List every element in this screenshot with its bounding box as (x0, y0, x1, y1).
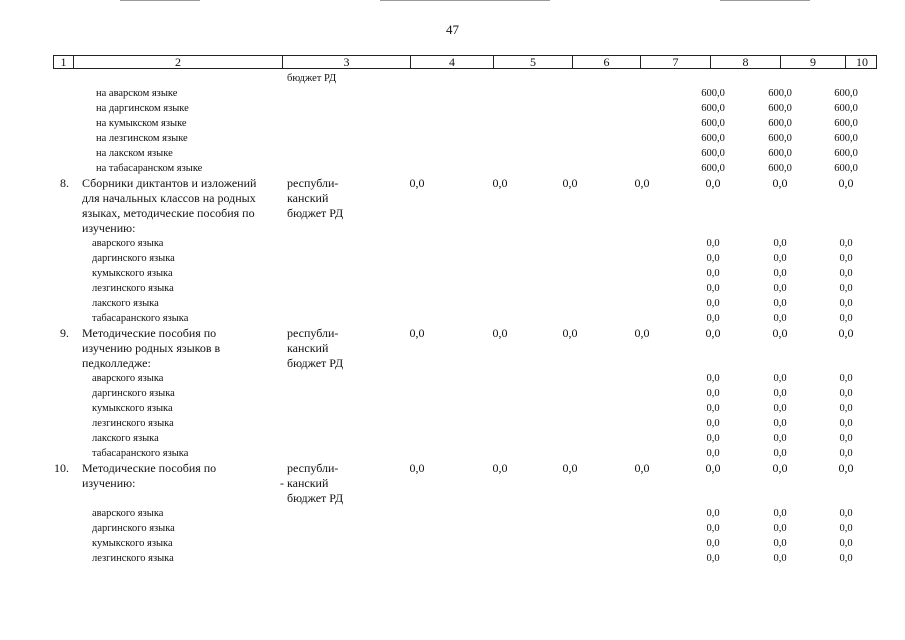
column-header-7: 7 (640, 56, 710, 68)
cell-col10: 0,0 (839, 523, 853, 534)
cell-col4: 0,0 (409, 326, 425, 340)
cell-col8: 0,0 (706, 448, 720, 459)
table-row (0, 357, 905, 372)
row-name: Сборники диктантов и изложений (82, 176, 257, 190)
cell-col10: 0,0 (839, 238, 853, 249)
cell-col8: 0,0 (705, 326, 721, 340)
cell-col5: 0,0 (492, 326, 508, 340)
row-name: для начальных классов на родных (82, 191, 256, 205)
page-number: 47 (446, 22, 459, 37)
row-name: даргинского языка (92, 523, 175, 534)
cell-col9: 0,0 (773, 508, 787, 519)
cell-col10: 0,0 (839, 253, 853, 264)
cell-col8: 0,0 (706, 283, 720, 294)
cell-col8: 600,0 (701, 118, 725, 129)
row-name: Методические пособия по (82, 326, 217, 340)
cell-col9: 0,0 (773, 268, 787, 279)
table-row (0, 177, 905, 192)
table-row (0, 492, 905, 507)
cell-col8: 600,0 (701, 163, 725, 174)
cell-col8: 0,0 (705, 461, 721, 475)
row-source: бюджет РД (287, 206, 344, 220)
cell-col9: 0,0 (772, 461, 788, 475)
row-name: даргинского языка (92, 253, 175, 264)
row-name: аварского языка (92, 238, 164, 249)
top-edge-line-left (120, 0, 200, 1)
row-source: бюджет РД (287, 491, 344, 505)
table-row (0, 432, 905, 447)
table-row (0, 282, 905, 297)
cell-col4: 0,0 (409, 176, 425, 190)
row-name: на кумыкском языке (96, 118, 187, 129)
cell-col9: 0,0 (773, 388, 787, 399)
cell-col10: 0,0 (838, 461, 854, 475)
row-name: табасаранского языка (92, 448, 189, 459)
cell-col10: 0,0 (839, 418, 853, 429)
cell-col6: 0,0 (562, 176, 578, 190)
cell-col9: 0,0 (773, 373, 787, 384)
column-header-row (53, 55, 877, 69)
table-row (0, 342, 905, 357)
cell-col8: 0,0 (706, 253, 720, 264)
row-name: табасаранского языка (92, 313, 189, 324)
top-edge-line-right (720, 0, 810, 1)
table-row (0, 102, 905, 117)
table-row (0, 222, 905, 237)
column-header-5: 5 (493, 56, 572, 68)
cell-col10: 600,0 (834, 163, 858, 174)
table-row (0, 312, 905, 327)
row-name: кумыкского языка (92, 403, 173, 414)
cell-col9: 0,0 (773, 283, 787, 294)
cell-col9: 0,0 (773, 298, 787, 309)
cell-col9: 600,0 (768, 88, 792, 99)
cell-col10: 0,0 (838, 176, 854, 190)
cell-col10: 0,0 (838, 326, 854, 340)
cell-col10: 600,0 (834, 148, 858, 159)
row-source: бюджет РД (287, 356, 344, 370)
row-name: на даргинском языке (96, 103, 189, 114)
cell-col8: 0,0 (706, 298, 720, 309)
table-row (0, 387, 905, 402)
table-row (0, 477, 905, 492)
table-row (0, 207, 905, 222)
row-name: на аварском языке (96, 88, 178, 99)
cell-col9: 600,0 (768, 163, 792, 174)
cell-col8: 600,0 (701, 148, 725, 159)
table-row (0, 552, 905, 567)
row-name: педколледже: (82, 356, 151, 370)
cell-col8: 600,0 (701, 103, 725, 114)
table-row (0, 297, 905, 312)
cell-col10: 600,0 (834, 133, 858, 144)
cell-col6: 0,0 (562, 326, 578, 340)
table-row (0, 162, 905, 177)
cell-col10: 0,0 (839, 388, 853, 399)
cell-col10: 600,0 (834, 88, 858, 99)
cell-col7: 0,0 (634, 326, 650, 340)
cell-col10: 0,0 (839, 448, 853, 459)
cell-col9: 0,0 (773, 538, 787, 549)
table-row (0, 252, 905, 267)
row-name: изучению: (82, 221, 136, 235)
cell-col8: 0,0 (706, 313, 720, 324)
row-name: лакского языка (92, 433, 159, 444)
cell-col7: 0,0 (634, 461, 650, 475)
cell-col8: 0,0 (706, 388, 720, 399)
cell-col10: 0,0 (839, 403, 853, 414)
cell-col10: 0,0 (839, 283, 853, 294)
cell-col8: 600,0 (701, 133, 725, 144)
top-edge-line-center (380, 0, 550, 1)
cell-col9: 0,0 (773, 313, 787, 324)
cell-col10: 0,0 (839, 268, 853, 279)
cell-col8: 0,0 (706, 538, 720, 549)
cell-col8: 0,0 (706, 403, 720, 414)
cell-col9: 600,0 (768, 133, 792, 144)
cell-col8: 0,0 (705, 176, 721, 190)
cell-col8: 0,0 (706, 238, 720, 249)
column-header-3: 3 (282, 56, 410, 68)
table-row (0, 372, 905, 387)
table-row (0, 267, 905, 282)
row-name: лезгинского языка (92, 418, 174, 429)
row-number: 9. (60, 326, 69, 340)
row-source: канский (287, 191, 329, 205)
table-row (0, 117, 905, 132)
table-row (0, 417, 905, 432)
table-row (0, 72, 905, 87)
row-source: бюджет РД (287, 73, 337, 84)
table-row (0, 327, 905, 342)
table-row (0, 237, 905, 252)
row-name: лезгинского языка (92, 283, 174, 294)
table-row (0, 522, 905, 537)
cell-col10: 0,0 (839, 433, 853, 444)
cell-col10: 0,0 (839, 508, 853, 519)
cell-col9: 0,0 (772, 326, 788, 340)
row-name: на лакском языке (96, 148, 173, 159)
cell-col8: 0,0 (706, 508, 720, 519)
cell-col9: 0,0 (773, 418, 787, 429)
cell-col6: 0,0 (562, 461, 578, 475)
row-source: республи- (287, 326, 339, 340)
row-name: языках, методические пособия по (82, 206, 255, 220)
row-source: - канский (280, 476, 329, 490)
cell-col10: 0,0 (839, 538, 853, 549)
row-name: аварского языка (92, 373, 164, 384)
column-header-2: 2 (73, 56, 282, 68)
row-number: 8. (60, 176, 69, 190)
row-name: кумыкского языка (92, 268, 173, 279)
cell-col10: 0,0 (839, 298, 853, 309)
cell-col8: 600,0 (701, 88, 725, 99)
row-source: республи- (287, 461, 339, 475)
cell-col9: 0,0 (773, 523, 787, 534)
row-name: лакского языка (92, 298, 159, 309)
cell-col5: 0,0 (492, 461, 508, 475)
cell-col9: 600,0 (768, 148, 792, 159)
cell-col10: 0,0 (839, 313, 853, 324)
column-header-6: 6 (572, 56, 640, 68)
cell-col9: 0,0 (773, 448, 787, 459)
cell-col9: 0,0 (773, 253, 787, 264)
row-name: аварского языка (92, 508, 164, 519)
column-header-4: 4 (410, 56, 493, 68)
column-header-10: 10 (845, 56, 878, 68)
row-name: даргинского языка (92, 388, 175, 399)
column-header-1: 1 (60, 55, 67, 69)
row-name: на табасаранском языке (96, 163, 203, 174)
cell-col9: 0,0 (773, 433, 787, 444)
cell-col8: 0,0 (706, 418, 720, 429)
row-name: изучению родных языков в (82, 341, 221, 355)
cell-col10: 600,0 (834, 103, 858, 114)
table-row (0, 147, 905, 162)
cell-col9: 0,0 (772, 176, 788, 190)
cell-col8: 0,0 (706, 523, 720, 534)
row-name: кумыкского языка (92, 538, 173, 549)
cell-col10: 600,0 (834, 118, 858, 129)
row-name: на лезгинском языке (96, 133, 188, 144)
table-row (0, 402, 905, 417)
row-number: 10. (54, 461, 69, 475)
cell-col9: 600,0 (768, 103, 792, 114)
row-source: республи- (287, 176, 339, 190)
cell-col4: 0,0 (409, 461, 425, 475)
cell-col9: 0,0 (773, 403, 787, 414)
table-row (0, 507, 905, 522)
table-row (0, 447, 905, 462)
table-row (0, 537, 905, 552)
cell-col8: 0,0 (706, 553, 720, 564)
column-header-9: 9 (780, 56, 845, 68)
table-row (0, 192, 905, 207)
cell-col9: 600,0 (768, 118, 792, 129)
cell-col10: 0,0 (839, 373, 853, 384)
cell-col8: 0,0 (706, 373, 720, 384)
cell-col5: 0,0 (492, 176, 508, 190)
row-source: канский (287, 341, 329, 355)
table-row (0, 462, 905, 477)
cell-col7: 0,0 (634, 176, 650, 190)
table-row (0, 87, 905, 102)
cell-col8: 0,0 (706, 433, 720, 444)
table-row (0, 132, 905, 147)
row-name: Методические пособия по (82, 461, 217, 475)
row-name: изучению: (82, 476, 136, 490)
cell-col10: 0,0 (839, 553, 853, 564)
cell-col8: 0,0 (706, 268, 720, 279)
cell-col9: 0,0 (773, 553, 787, 564)
row-name: лезгинского языка (92, 553, 174, 564)
cell-col9: 0,0 (773, 238, 787, 249)
column-header-8: 8 (710, 56, 780, 68)
